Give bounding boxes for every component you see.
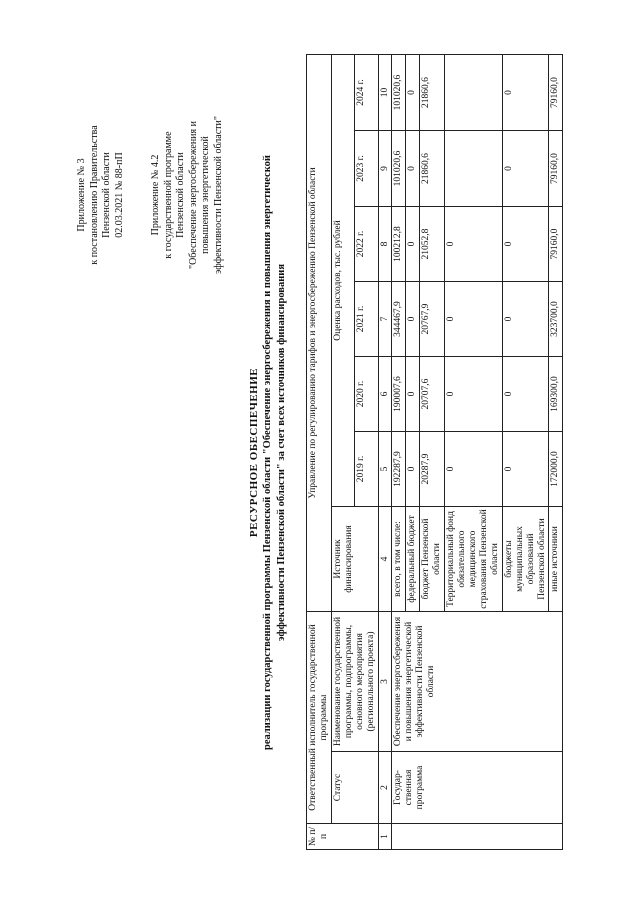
appendix-line: "Обеспечение энергосбережения и bbox=[187, 121, 199, 269]
value-cell: 0 bbox=[502, 357, 549, 432]
header-estimate: Оценка расходов, тыс. рублей bbox=[331, 54, 354, 506]
header-source: Источник финансирования bbox=[331, 507, 378, 612]
header-year: 2021 г. bbox=[355, 282, 378, 357]
appendix-line: к постановлению Правительства bbox=[88, 125, 100, 265]
header-status: Статус bbox=[331, 752, 378, 824]
value-cell: 190007,6 bbox=[392, 357, 406, 432]
col-number: 8 bbox=[378, 207, 392, 282]
value-cell: 21052,8 bbox=[420, 207, 445, 282]
value-cell: 0 bbox=[406, 432, 420, 507]
header-row-main bbox=[331, 54, 354, 849]
value-cell: 0 bbox=[406, 54, 420, 130]
appendix-program bbox=[150, 45, 225, 345]
value-cell: 0 bbox=[406, 207, 420, 282]
header-responsible: Ответственный исполнитель государственной программы bbox=[307, 612, 332, 824]
appendix-line: Приложение № 3 bbox=[76, 158, 87, 232]
col-number: 3 bbox=[378, 612, 392, 752]
header-year: 2019 г. bbox=[355, 432, 378, 507]
source-cell: бюджеты муниципальных образований Пензенской области bbox=[502, 507, 549, 612]
value-cell: 0 bbox=[502, 131, 549, 207]
appendix-line: Приложение № 4.2 bbox=[150, 154, 161, 236]
value-cell: 0 bbox=[502, 432, 549, 507]
document-heading: РЕСУРСНОЕ ОБЕСПЕЧЕНИЕ bbox=[248, 367, 260, 538]
row-number-cell bbox=[392, 824, 563, 850]
header-year: 2022 г. bbox=[355, 207, 378, 282]
col-number: 1 bbox=[378, 824, 392, 850]
col-number: 7 bbox=[378, 282, 392, 357]
header-year: 2024 г. bbox=[355, 54, 378, 130]
value-cell: 79160,0 bbox=[549, 54, 563, 130]
appendix-line: эффективности Пензенской области" bbox=[212, 116, 224, 274]
value-cell: 20767,9 bbox=[420, 282, 445, 357]
value-cell: 101020,6 bbox=[392, 54, 406, 130]
value-cell: 20707,6 bbox=[420, 357, 445, 432]
column-number-row bbox=[378, 54, 392, 849]
appendix-resolution bbox=[76, 45, 126, 345]
appendix-line: Пензенской области bbox=[101, 152, 112, 238]
source-cell: всего, в том числе: bbox=[392, 507, 406, 612]
value-cell: 169300,0 bbox=[549, 357, 563, 432]
value-cell: 0 bbox=[445, 282, 503, 357]
value-cell: 79160,0 bbox=[549, 207, 563, 282]
value-cell bbox=[445, 54, 503, 130]
col-number: 4 bbox=[378, 507, 392, 612]
header-name: Наименование государственной программы, подпрограммы, основного мероприятия (регионального проекта) bbox=[331, 612, 378, 752]
appendix-line: 02.03.2021 № 88-пП bbox=[113, 152, 125, 238]
value-cell: 101020,6 bbox=[392, 131, 406, 207]
value-cell: 0 bbox=[445, 357, 503, 432]
value-cell: 172000,0 bbox=[549, 432, 563, 507]
appendix-line: повышения энергетической bbox=[200, 136, 211, 254]
header-number: № п/п bbox=[307, 824, 379, 850]
program-status: Государ- ственная программа bbox=[392, 752, 563, 824]
value-cell: 344467,9 bbox=[392, 282, 406, 357]
header-responsible-value: Управление по регулированию тарифов и энергосбережению Пензенской области bbox=[307, 54, 332, 611]
col-number: 5 bbox=[378, 432, 392, 507]
resource-table bbox=[306, 54, 563, 850]
value-cell: 21860,6 bbox=[420, 54, 445, 130]
col-number: 6 bbox=[378, 357, 392, 432]
value-cell: 192287,9 bbox=[392, 432, 406, 507]
value-cell: 0 bbox=[406, 282, 420, 357]
col-number: 9 bbox=[378, 131, 392, 207]
source-cell: бюджет Пензенской области bbox=[420, 507, 445, 612]
source-cell: федеральный бюджет bbox=[406, 507, 420, 612]
value-cell: 0 bbox=[445, 207, 503, 282]
col-number: 2 bbox=[378, 752, 392, 824]
source-cell: Территориальный фонд обязательного медицинского страхования Пензенской области bbox=[445, 507, 503, 612]
value-cell: 79160,0 bbox=[549, 131, 563, 207]
table-row bbox=[392, 54, 406, 849]
value-cell: 100212,8 bbox=[392, 207, 406, 282]
header-year: 2023 г. bbox=[355, 131, 378, 207]
col-number: 10 bbox=[378, 54, 392, 130]
appendix-line: к государственной программе bbox=[162, 131, 174, 259]
source-cell: иные источники bbox=[549, 507, 563, 612]
header-year: 2020 г. bbox=[355, 357, 378, 432]
value-cell: 0 bbox=[502, 207, 549, 282]
value-cell: 0 bbox=[502, 54, 549, 130]
value-cell bbox=[445, 131, 503, 207]
value-cell: 0 bbox=[445, 432, 503, 507]
header-row-responsible bbox=[307, 54, 332, 849]
value-cell: 0 bbox=[406, 131, 420, 207]
value-cell: 0 bbox=[502, 282, 549, 357]
value-cell: 21860,6 bbox=[420, 131, 445, 207]
appendix-line: Пензенской области bbox=[175, 152, 186, 238]
document-subtitle-line-1: реализации государственной программы Пензенской области "Обеспечение энергосбережения и повышения энергетической bbox=[262, 155, 273, 750]
value-cell: 20287,9 bbox=[420, 432, 445, 507]
value-cell: 323700,0 bbox=[549, 282, 563, 357]
program-name: Обеспечение энергосбережения и повышения энергетической эффективности Пензенской области bbox=[392, 612, 563, 752]
value-cell: 0 bbox=[406, 357, 420, 432]
document-subtitle-line-2: эффективности Пензенской области" за счет всех источников финансирования bbox=[276, 263, 287, 642]
